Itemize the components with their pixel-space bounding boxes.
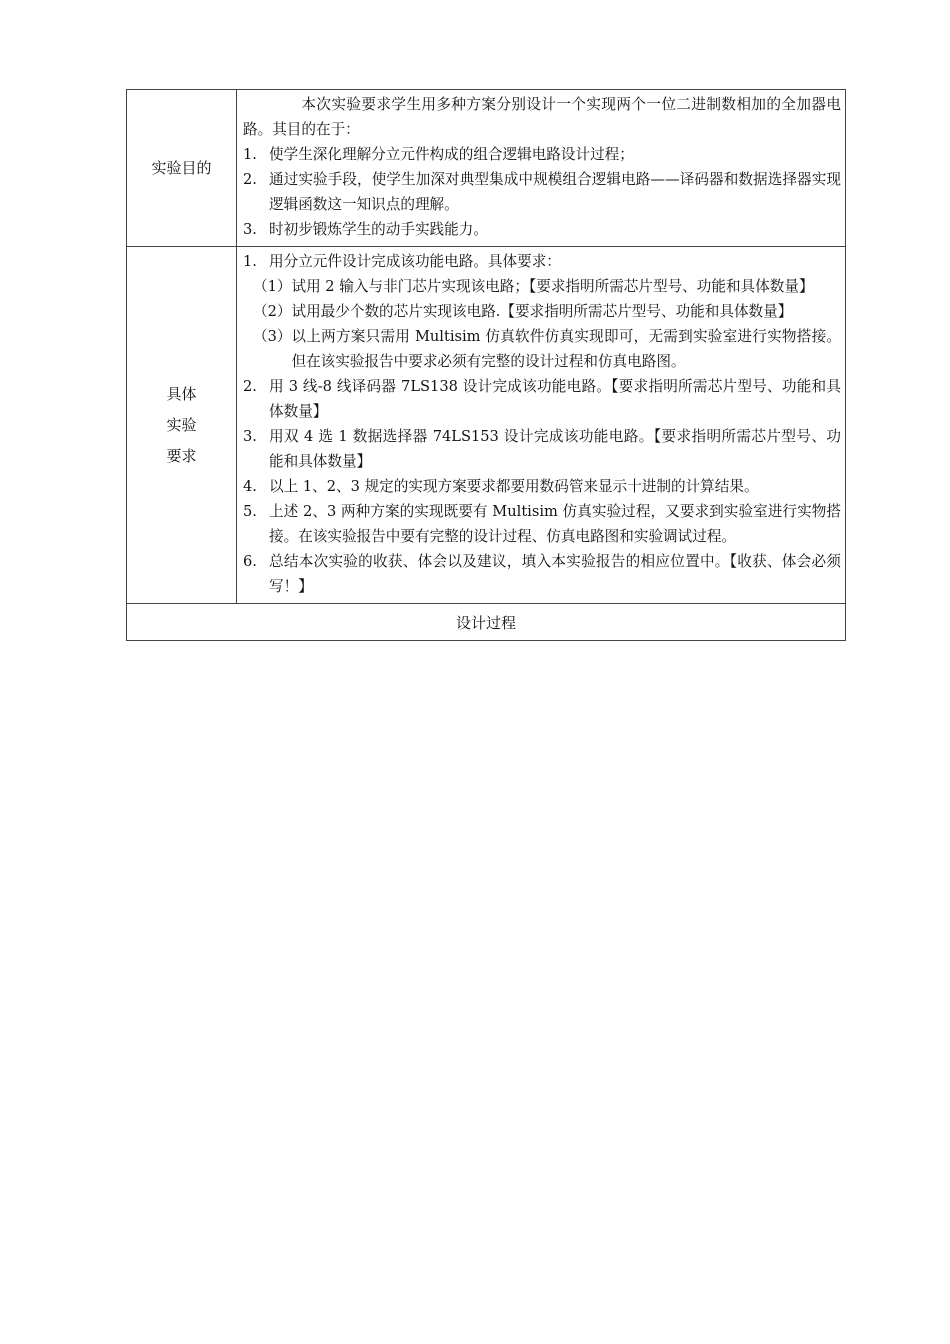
requirement-subitem-text: 以上两方案只需用 Multisim 仿真软件仿真实现即可，无需到实验室进行实物搭接。但在该实验报告中要求必须有完整的设计过程和仿真电路图。 — [291, 328, 841, 370]
purpose-item-number: 1. — [243, 146, 257, 163]
requirement-subitem-text: 试用最少个数的芯片实现该电路.【要求指明所需芯片型号、功能和具体数量】 — [291, 303, 793, 320]
requirement-subitem-number: （3） — [253, 328, 292, 345]
requirements-label-line: 具体 — [166, 385, 197, 403]
requirement-item-number: 1. — [243, 253, 257, 270]
purpose-item — [243, 142, 841, 167]
requirement-item-text: 总结本次实验的收获、体会以及建议，填入本实验报告的相应位置中。【收获、体会必须写！】 — [269, 553, 841, 595]
purpose-item-text: 时初步锻炼学生的动手实践能力。 — [269, 221, 488, 238]
requirement-subitem-number: （2） — [253, 303, 292, 320]
purpose-item — [243, 217, 841, 242]
requirement-subitem-text: 试用 2 输入与非门芯片实现该电路；【要求指明所需芯片型号、功能和具体数量】 — [291, 278, 814, 295]
purpose-item-number: 2. — [243, 171, 257, 188]
requirement-item — [243, 549, 841, 599]
design-process-heading: 设计过程 — [127, 604, 846, 641]
requirements-content — [237, 247, 846, 604]
requirements-label-line: 要求 — [166, 447, 197, 465]
purpose-intro: 本次实验要求学生用多种方案分别设计一个实现两个一位二进制数相加的全加器电路。其目的在于： — [243, 96, 841, 138]
requirement-item — [243, 374, 841, 424]
purpose-row — [127, 90, 846, 247]
requirement-subitem — [243, 299, 841, 324]
requirement-item-number: 6. — [243, 553, 257, 570]
requirements-label — [127, 247, 237, 604]
requirement-item-text: 用分立元件设计完成该功能电路。具体要求： — [269, 253, 561, 270]
requirement-item-text: 用 3 线-8 线译码器 7LS138 设计完成该功能电路。【要求指明所需芯片型号、功能和具体数量】 — [269, 378, 841, 420]
requirement-item-text: 用双 4 选 1 数据选择器 74LS153 设计完成该功能电路。【要求指明所需芯片型号、功能和具体数量】 — [269, 428, 841, 470]
requirement-subitem — [243, 274, 841, 299]
purpose-content — [237, 90, 846, 247]
requirement-item-number: 5. — [243, 503, 257, 520]
purpose-label: 实验目的 — [127, 90, 237, 247]
requirement-item-number: 2. — [243, 378, 257, 395]
purpose-item — [243, 167, 841, 217]
requirement-item-text: 上述 2、3 两种方案的实现既要有 Multisim 仿真实验过程，又要求到实验室进行实物搭接。在该实验报告中要有完整的设计过程、仿真电路图和实验调试过程。 — [269, 503, 841, 545]
requirement-subitem — [243, 324, 841, 374]
requirement-item — [243, 474, 841, 499]
requirement-item — [243, 499, 841, 549]
requirement-item-number: 4. — [243, 478, 257, 495]
requirement-subitem-number: （1） — [253, 278, 292, 295]
requirements-label-line: 实验 — [166, 416, 197, 434]
requirement-item — [243, 249, 841, 274]
experiment-table — [126, 89, 846, 641]
requirement-item-text: 以上 1、2、3 规定的实现方案要求都要用数码管来显示十进制的计算结果。 — [269, 478, 759, 495]
requirement-item — [243, 424, 841, 474]
requirements-row — [127, 247, 846, 604]
purpose-item-number: 3. — [243, 221, 257, 238]
purpose-item-text: 通过实验手段，使学生加深对典型集成中规模组合逻辑电路——译码器和数据选择器实现逻辑函数这一知识点的理解。 — [269, 171, 841, 213]
footer-row — [127, 604, 846, 641]
requirement-item-number: 3. — [243, 428, 257, 445]
purpose-item-text: 使学生深化理解分立元件构成的组合逻辑电路设计过程； — [269, 146, 634, 163]
